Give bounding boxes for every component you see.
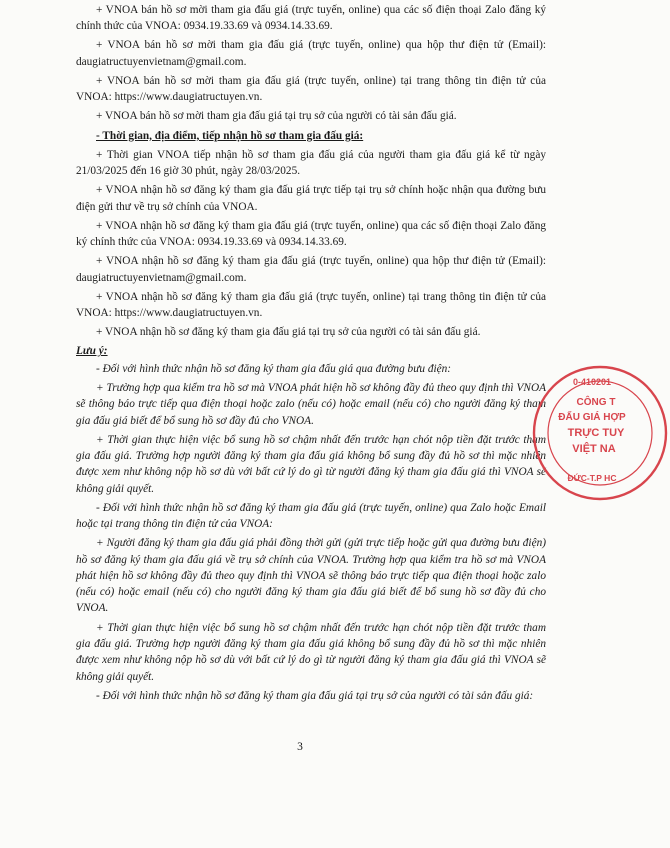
paragraph: + VNOA bán hồ sơ mời tham gia đấu giá (trực tuyến, online) qua các số điện thoại Zalo đăng ký chính thức của VNOA: 0934.19.33.69 và 0934.14.33.69.: [76, 4, 546, 33]
stamp-line-1: CÔNG T: [576, 397, 616, 408]
stamp-line-3: TRỰC TUY: [567, 427, 625, 439]
note-paragraph: - Đối với hình thức nhận hồ sơ đăng ký tham gia đấu giá tại trụ sở của người có tài sản đấu giá:: [96, 689, 534, 702]
page-number: 3: [297, 741, 303, 753]
paragraph: + VNOA nhận hồ sơ đăng ký tham gia đấu giá (trực tuyến, online) qua các số điện thoại Zalo đăng ký chính thức của VNOA: 0934.19.33.69 và 0934.14.33.69.: [76, 219, 546, 249]
paragraph: + VNOA nhận hồ sơ đăng ký tham gia đấu giá trực tiếp tại trụ sở chính hoặc nhận qua đường bưu điện gửi thư về trụ sở chính của VNOA.: [76, 184, 546, 213]
paragraph: + VNOA bán hồ sơ mời tham gia đấu giá tại trụ sở của người có tài sản đấu giá.: [96, 110, 457, 123]
document-body: [76, 2, 546, 707]
note-paragraph: + Trường hợp qua kiểm tra hồ sơ mà VNOA phát hiện hồ sơ không đầy đủ theo quy định thì VNOA sẽ thông báo trực tiếp qua điện thoại hoặc zalo (nếu có) hoặc email (nếu có) cho người đăng ký tham gia đấu giá biết để bổ sung hồ sơ đầy đủ cho VNOA.: [76, 381, 546, 427]
section-heading: [76, 128, 546, 144]
note-paragraph: - Đối với hình thức nhận hồ sơ đăng ký tham gia đấu giá (trực tuyến, online) qua Zalo hoặc Email hoặc tại trang thông tin điện tử của VNOA:: [76, 501, 546, 531]
note-title: Lưu ý:: [76, 345, 108, 358]
stamp-code: 0-410201: [572, 377, 612, 387]
stamp-bottom: ĐỨC-T.P HC: [567, 473, 617, 483]
paragraph: + VNOA nhận hồ sơ đăng ký tham gia đấu giá (trực tuyến, online) tại trang thông tin điện tử của VNOA: https://www.daugiatructuyen.vn.: [76, 290, 546, 320]
stamp-line-2: ĐẤU GIÁ HỢP: [558, 412, 626, 423]
section-heading-text: - Thời gian, địa điểm, tiếp nhận hồ sơ tham gia đấu giá:: [96, 129, 364, 142]
paragraph: + VNOA bán hồ sơ mời tham gia đấu giá (trực tuyến, online) qua hộp thư điện tử (Email): daugiatructuyenvietnam@gmail.com.: [76, 39, 546, 68]
company-seal-stamp: [530, 363, 670, 503]
note-paragraph: + Thời gian thực hiện việc bổ sung hồ sơ chậm nhất đến trước hạn chót nộp tiền đặt trước tham gia đấu giá. Trường hợp người đăng ký tham gia đấu giá không bổ sung đầy đủ hồ sơ thì mặc nhiên được xem như không nộp hồ sơ dù với bất cứ lý do gì từ người đăng ký tham gia đấu giá thì VNOA sẽ không giải quyết.: [76, 433, 546, 495]
stamp-line-4: VIỆT NA: [572, 443, 616, 455]
paragraph: + VNOA bán hồ sơ mời tham gia đấu giá (trực tuyến, online) tại trang thông tin điện tử của VNOA: https://www.daugiatructuyen.vn.: [76, 74, 546, 104]
note-paragraph: - Đối với hình thức nhận hồ sơ đăng ký tham gia đấu giá qua đường bưu điện:: [96, 362, 452, 375]
paragraph: + VNOA nhận hồ sơ đăng ký tham gia đấu giá tại trụ sở của người có tài sản đấu giá.: [96, 326, 481, 339]
note-paragraph: + Thời gian thực hiện việc bổ sung hồ sơ chậm nhất đến trước hạn chót nộp tiền đặt trước tham gia đấu giá. Trường hợp người đăng ký tham gia đấu giá không bổ sung đầy đủ hồ sơ thì mặc nhiên được xem như không nộp hồ sơ dù với bất cứ lý do gì từ người đăng ký tham gia đấu giá thì VNOA sẽ không giải quyết.: [76, 621, 546, 683]
note-paragraph: + Người đăng ký tham gia đấu giá phải đồng thời gửi (gửi trực tiếp hoặc gửi qua đường bưu điện) hồ sơ đăng ký tham gia đấu giá về trụ sở chính của VNOA. Trường hợp qua kiểm tra hồ sơ mà VNOA phát hiện hồ sơ không đầy đủ theo quy định thì VNOA sẽ thông báo trực tiếp qua điện thoại hoặc zalo (nếu có) hoặc email (nếu có) cho người đăng ký tham gia đấu giá biết để bổ sung hồ sơ đầy đủ cho VNOA.: [76, 537, 546, 615]
paragraph: + Thời gian VNOA tiếp nhận hồ sơ tham gia đấu giá của người tham gia đấu giá kể từ ngày 21/03/2025 đến 16 giờ 30 phút, ngày 28/03/2025.: [76, 148, 546, 178]
paragraph: + VNOA nhận hồ sơ đăng ký tham gia đấu giá (trực tuyến, online) qua hộp thư điện tử (Email): daugiatructuyenvietnam@gmail.com.: [76, 255, 546, 284]
